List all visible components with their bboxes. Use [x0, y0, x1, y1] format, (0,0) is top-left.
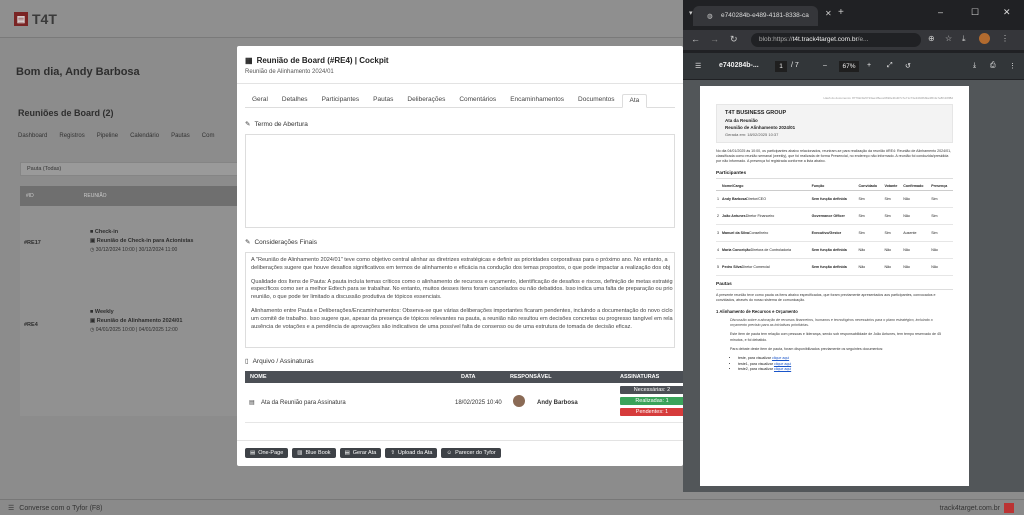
p-vot: Sim [883, 207, 902, 224]
col-data: DATA [461, 374, 476, 380]
tab-detalhes[interactable]: Detalhes [281, 96, 308, 103]
greeting: Bom dia, Andy Barbosa [16, 66, 140, 78]
p-name-cell [721, 224, 811, 241]
tab-ata[interactable]: Ata [622, 94, 648, 108]
url-input[interactable] [751, 33, 921, 47]
page-total: / 7 [791, 62, 799, 69]
row-type: Check-in [94, 229, 119, 235]
ph: Votante [883, 182, 902, 191]
consid-line: Alinhamento entre Pauta e Deliberações/Encaminhamentos: Observa-se que várias deliberações importantes ficaram pendentes, incluindo a documentação do novo ciclo [251, 307, 673, 314]
p-pres: Sim [930, 224, 953, 241]
table-header [20, 186, 240, 206]
p-num: 4 [716, 241, 721, 258]
page-input[interactable]: 1 [775, 61, 787, 72]
one-page-label: One-Page [258, 450, 284, 456]
doc-icon: ▤ [344, 450, 350, 456]
doc-link[interactable]: clique aqui [773, 367, 792, 372]
parecer-tyfor-button[interactable] [441, 448, 500, 458]
maximize-icon[interactable]: ☐ [971, 7, 980, 17]
termo-textarea[interactable] [245, 134, 675, 228]
url-prefix: blob:https:// [759, 36, 793, 43]
col-responsavel: RESPONSÁVEL [510, 374, 552, 380]
gerar-ata-label: Gerar Ata [352, 450, 377, 456]
p-role: Diretor Financeiro [745, 213, 775, 218]
globe-icon: ◍ [707, 13, 713, 20]
row-dates: 30/12/2024 10:00 | 30/12/2024 11:00 [95, 247, 178, 253]
row-info: ■ Weekly ▣ Reunião de Alinhamento 2024/01 ◷ 04/01/2025 10:00 | 04/01/2025 12:00 [90, 309, 183, 333]
p-name: Manuel da Silva [722, 230, 750, 235]
robot-icon: ☺ [446, 450, 453, 456]
consid-textarea[interactable] [245, 252, 675, 348]
edit-icon: ✎ [245, 121, 251, 128]
blue-book-label: Blue Book [305, 450, 331, 456]
chat-icon: ☰ [8, 505, 15, 512]
consid-label-row [245, 238, 317, 246]
avatar [513, 395, 525, 407]
bg-tabs [18, 133, 214, 139]
modal-tabs [245, 94, 675, 108]
logo-icon: ▤ [14, 12, 28, 26]
tab-documentos[interactable]: Documentos [578, 96, 615, 103]
consid-label: Considerações Finais [254, 238, 317, 246]
badge-pendentes: Pendentes: 1 [620, 408, 683, 416]
p-num: 3 [716, 224, 721, 241]
pdf-browser-window [683, 0, 1024, 492]
col-assinaturas: ASSINATURAS [620, 374, 660, 380]
table-row [716, 190, 953, 207]
edit-icon: ✎ [245, 239, 251, 246]
pdf-toolbar [683, 53, 1024, 79]
pautas-intro: A presente reunião teve como pauta os itens abaixo especificados, que foram previamente apresentados aos participantes, convocados e convidados, através do nosso sistema de comunicação. [716, 292, 936, 302]
pdf-download-icon[interactable]: ⤓ [973, 62, 977, 69]
p-conv: Não [857, 258, 883, 275]
p-name: Andy Barbosa [722, 196, 747, 201]
cockpit-modal [237, 46, 683, 466]
parecer-tyfor-label: Parecer do Tyfor [455, 450, 496, 456]
file-icon: ▯ [245, 358, 249, 365]
close-window-icon[interactable]: ✕ [1003, 7, 1011, 17]
pauta-item-desc: Discussão sobre a alocação de recursos financeiros, humanos e tecnológicos necessários para o plano estratégico, incluindo o orçamento previsto para as iniciativas prioritárias. [730, 318, 933, 328]
doc-icon: ▤ [250, 450, 256, 456]
badge-realizadas: Realizadas: 1 [620, 397, 683, 405]
tab-title: e740284b-e489-4181-8338-ca [721, 12, 809, 19]
p-vot: Sim [883, 190, 902, 207]
p-func: Sem função definida [811, 258, 858, 275]
p-pres: Não [930, 258, 953, 275]
consid-line: A "Reunião de Alinhamento 2024/01" teve como objetivo central alinhar as diretrizes estratégicas e definir as prioridades corporativas para o próximo ano. No entanto, a [251, 257, 668, 263]
file-date: 18/02/2025 10:40 [455, 400, 502, 406]
p-pres: Sim [930, 207, 953, 224]
files-table-header [245, 371, 683, 383]
star-icon[interactable]: ☆ [945, 34, 953, 43]
termo-label: Termo de Abertura [254, 120, 308, 128]
p-num: 2 [716, 207, 721, 224]
files-table [245, 371, 683, 423]
table-row [716, 241, 953, 258]
zoom-input[interactable]: 67% [839, 61, 859, 72]
print-icon[interactable]: ⎙ [990, 62, 996, 69]
p-name: João Antunes [722, 213, 746, 218]
file-name[interactable]: Ata da Reunião para Assinatura [261, 400, 346, 406]
p-conv: Não [857, 241, 883, 258]
badge-necessarias: Necessárias: 2 [620, 386, 683, 394]
footer-buttons [245, 448, 501, 458]
tab-pipeline[interactable]: Pipeline [96, 133, 119, 139]
p-pres: Não [930, 241, 953, 258]
meetings-table [20, 186, 240, 416]
participants-heading: Participantes [716, 171, 953, 179]
upload-ata-button[interactable] [385, 448, 437, 458]
p-conv: Sim [857, 224, 883, 241]
ph: Confirmado [902, 182, 930, 191]
file-responsible: Andy Barbosa [537, 400, 578, 406]
upload-icon: ⇧ [390, 450, 395, 456]
tab-deliberacoes[interactable]: Deliberações [407, 96, 446, 103]
pauta-item-resp: Este item de pauta tem relação com pessoas e liderança, sendo sob responsabilidade de João Antunes, tem tempo reservado de 45 minutos, e foi debatido. [730, 332, 941, 342]
consid-line: Qualidade dos Itens de Pauta: A pauta incluía temas críticos como o alinhamento de recursos e orçamento, identificação de desafios e riscos, definição de metas estratég [251, 278, 673, 285]
pauta-item-title: 1 Alinhamento de Recursos e Orçamento [716, 309, 798, 315]
pautas-heading: Pautas [716, 282, 953, 290]
table-row [716, 258, 953, 275]
pauta-filter[interactable]: Pauta (Todas) [20, 162, 240, 176]
p-num: 1 [716, 190, 721, 207]
doc-link[interactable]: clique aqui [771, 356, 790, 361]
p-func: Governance Officer [811, 207, 858, 224]
row-name[interactable]: Reunião de Check-in para Acionistas [96, 238, 194, 244]
arquivo-label-row [245, 357, 314, 365]
p-role: Diretora de Controladoria [750, 247, 791, 252]
consid-line: um comitê de trabalho. Isso sugere que, apesar da presença de tópicos relevantes na pauta, a reunião não resultou em decisões concretas ou progresso tangível em rela [251, 315, 673, 322]
document-icon: ▤ [249, 400, 255, 406]
logo-text: T4T [32, 11, 57, 27]
p-conf: Não [902, 241, 930, 258]
section-title: Reuniões de Board (2) [18, 108, 114, 118]
p-role: Diretor Comercial [741, 264, 770, 269]
row-name[interactable]: Reunião de Alinhamento 2024/01 [96, 318, 183, 324]
tab-comentarios[interactable]: Comentários [459, 96, 497, 103]
tab-dashboard[interactable]: Dashboard [18, 133, 48, 139]
doc-desc: teste, para visualizar [738, 356, 772, 361]
bottom-bar [0, 499, 1024, 515]
profile-avatar[interactable] [979, 33, 990, 44]
doc-title: Ata da Reunião [725, 118, 758, 123]
modal-title-row [245, 56, 389, 65]
modal-title: Reunião de Board (#RE4) | Cockpit [256, 56, 389, 65]
p-func: Sem função definida [811, 241, 858, 258]
doc-generated: Gerada em: 18/02/2025 10:37 [725, 132, 779, 137]
tab-encaminhamentos[interactable]: Encaminhamentos [510, 96, 565, 103]
doc-hash: Hash do documento: 87792c9e5723ae1f6ece6690e3bd07c7e71c73e34b08d9a4f61fe7e8f1fc8f8d [823, 96, 953, 100]
address-bar-row [683, 30, 1024, 50]
p-vot: Não [883, 241, 902, 258]
consid-line: deliberações sugere que houve desafios significativos em termos de alinhamento e eficácia na condução dos temas propostos, o que pode impactar a realização dos obj [251, 264, 671, 271]
chat-label: Converse com o Tyfor (F8) [19, 504, 103, 512]
forward-icon[interactable]: → [710, 34, 719, 44]
upload-ata-label: Upload da Ata [397, 450, 433, 456]
doc-meeting: Reunião de Alinhamento 2024/01 [725, 125, 796, 130]
new-tab-icon[interactable]: + [838, 7, 844, 18]
modal-header [237, 46, 683, 84]
row-id: #RE4 [24, 322, 38, 328]
tab-pautas[interactable]: Pautas [171, 133, 190, 139]
p-conf: Não [902, 207, 930, 224]
rotate-icon[interactable]: ↺ [905, 63, 911, 70]
zoom-out-icon[interactable]: – [823, 62, 827, 69]
row-id: #RE17 [24, 240, 41, 246]
tab-calendario[interactable]: Calendário [130, 133, 160, 139]
header-id: #ID [26, 193, 34, 199]
termo-label-row [245, 120, 308, 128]
p-name-cell [721, 241, 811, 258]
minimize-icon[interactable]: – [938, 7, 944, 17]
url-suffix: /e... [857, 36, 869, 43]
tab-participantes[interactable]: Participantes [321, 96, 360, 103]
one-page-button[interactable] [245, 448, 288, 458]
ph: Presença [930, 182, 953, 191]
row-dates: 04/01/2025 10:00 | 04/01/2025 12:00 [95, 327, 178, 333]
doc-org: T4T BUSINESS GROUP [725, 110, 787, 116]
row-info: ■ Check-in ▣ Reunião de Check-in para Acionistas ◷ 30/12/2024 10:00 | 30/12/2024 11:00 [90, 229, 194, 253]
p-func: Executivo/Gestor [811, 224, 858, 241]
p-role: Diretor/CEO [746, 196, 766, 201]
p-name: Pedro Silva [722, 264, 742, 269]
zoom-icon[interactable]: ⊕ [928, 34, 935, 43]
p-num: 5 [716, 258, 721, 275]
pdf-page [700, 86, 969, 486]
domain-text: track4target.com.br [939, 504, 1000, 512]
arquivo-label: Arquivo / Assinaturas [252, 357, 314, 365]
tab-registros[interactable]: Registros [59, 133, 85, 139]
consid-line: ausência de votações e a pendência de aprovações são indicativos de uma possível falta de consenso ou de uma estrutura de tomada de decisão eficaz. [251, 323, 632, 330]
brand-icon [1004, 503, 1014, 513]
p-role: Conselheiro [749, 230, 769, 235]
pdf-viewport[interactable] [683, 80, 1024, 492]
col-nome: NOME [250, 374, 267, 380]
p-name: Maria Conceição [722, 247, 751, 252]
pauta-item-docs: Para debate deste item de pauta, foram disponibilizados previamente os seguintes documentos: [730, 346, 884, 351]
gerar-ata-button[interactable] [340, 448, 382, 458]
modal-footer [237, 440, 683, 466]
header-reuniao: REUNIÃO [83, 193, 107, 199]
row-type: Weekly [94, 309, 114, 315]
table-row [716, 207, 953, 224]
p-name-cell [721, 258, 811, 275]
consid-line: específicos como ser a melhor Edtech para se trabalhar. No entanto, muitos desses itens foram cancelados ou não debatidos. Isso indica uma falta de preparação ou prio [251, 286, 673, 293]
pdf-file-name: e740284b-... [719, 62, 759, 69]
back-icon[interactable]: ← [691, 34, 700, 44]
close-tab-icon[interactable]: ✕ [825, 9, 832, 18]
p-conv: Sim [857, 207, 883, 224]
p-conf: Ausente [902, 224, 930, 241]
p-vot: Não [883, 258, 902, 275]
tab-pautas[interactable]: Pautas [373, 96, 394, 103]
table-row [716, 224, 953, 241]
blue-book-button[interactable] [292, 448, 335, 458]
p-conf: Não [902, 258, 930, 275]
p-conv: Sim [857, 190, 883, 207]
p-name-cell [721, 190, 811, 207]
participants-table [716, 182, 953, 276]
doc-desc: teste2, para visualizar [738, 367, 774, 372]
p-vot: Sim [883, 224, 902, 241]
doc-intro: No dia 04/01/2025 às 10:00, os participantes abaixo relacionados, reuniram-se para realização da reunião #RE4: Reunião de Alinhamento 2024/01, classificada como reunião semanal (weekly), que foi realizada de forma Presencial, no endereço não informado. A reunião foi conduzida/presidida por não informado. A presença foi registrada conforme a lista abaixo. [716, 149, 952, 164]
ph: Nome/Cargo [721, 182, 811, 191]
domain-info [940, 503, 1014, 513]
fit-page-icon[interactable]: ⤢ [887, 62, 893, 69]
list-item [738, 367, 953, 373]
modal-subtitle: Reunião de Alinhamento 2024/01 [245, 69, 334, 75]
zoom-in-icon[interactable]: + [867, 62, 872, 69]
book-icon: ▥ [297, 450, 303, 456]
url-domain: t4t.track4target.com.br [792, 36, 858, 43]
tab-geral[interactable]: Geral [252, 96, 268, 103]
p-pres: Sim [930, 190, 953, 207]
p-func: Sem função definida [811, 190, 858, 207]
doc-link[interactable]: clique aqui [773, 361, 792, 366]
more-icon[interactable]: ⋮ [1001, 34, 1009, 43]
pdf-more-icon[interactable]: ⋮ [1009, 63, 1016, 70]
tab-com[interactable]: Com [201, 133, 215, 139]
ph: Função [811, 182, 858, 191]
calendar-icon: ▦ [245, 56, 253, 65]
download-icon[interactable]: ⤓ [962, 34, 966, 43]
doc-header-box [716, 104, 953, 143]
tab-menu-icon[interactable]: ▾ [689, 10, 693, 17]
sidebar-menu-icon[interactable]: ☰ [695, 63, 702, 70]
browser-tab-strip [683, 0, 1024, 30]
chat-tyfor[interactable] [8, 504, 102, 512]
ph: Convidado [857, 182, 883, 191]
p-name-cell [721, 207, 811, 224]
docs-list [738, 356, 953, 373]
p-conf: Não [902, 190, 930, 207]
consid-line: reunião, o que pode ter limitado a discussão produtiva de tópicos essenciais. [251, 294, 442, 301]
logo[interactable] [14, 11, 57, 27]
browser-tab[interactable] [693, 6, 818, 26]
table-row[interactable] [245, 383, 683, 423]
reload-icon[interactable]: ↻ [730, 34, 738, 44]
doc-desc: teste1, para visualizar [738, 361, 774, 366]
